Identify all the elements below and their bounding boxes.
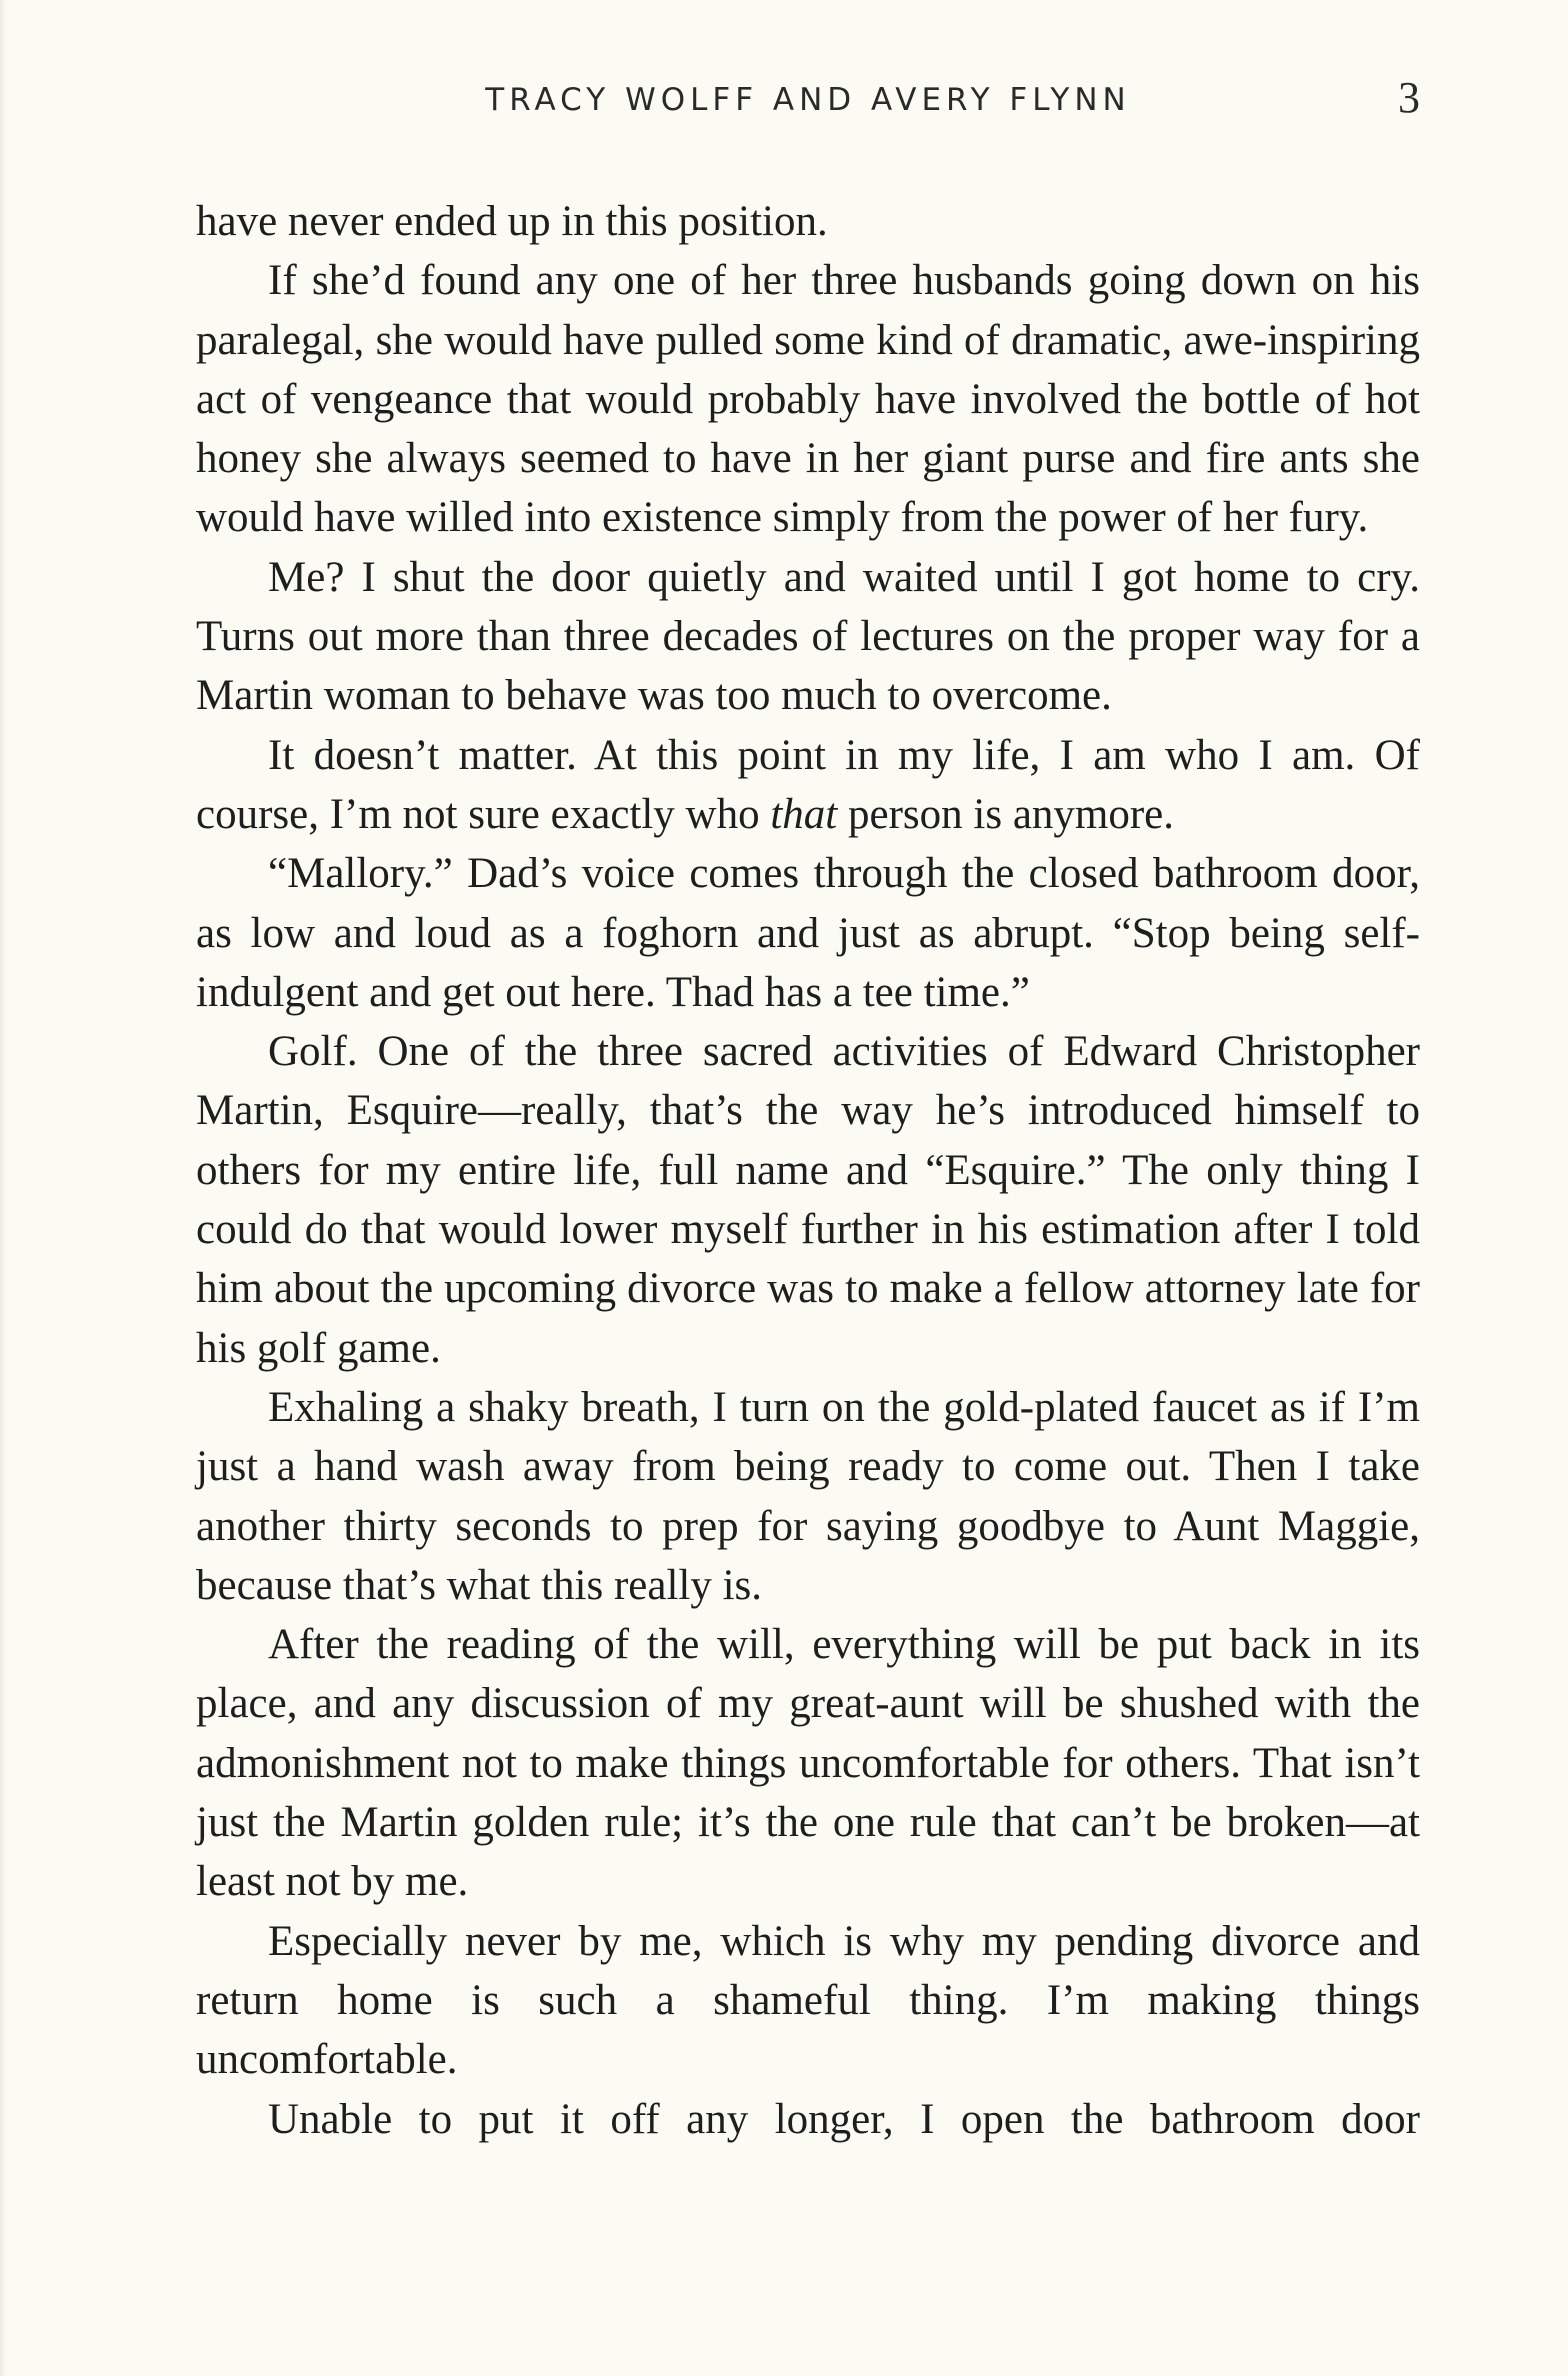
paragraph-7: Exhaling a shaky breath, I turn on the gold-plated faucet as if I’m just a hand wash away from being ready to come out. Then I take another thirty seconds to prep for saying goodbye to Aunt Maggie, because that’s what this really is. — [196, 1383, 1420, 1609]
paragraph-4-before: It doesn’t matter. At this point in my life, I am who I am. Of course, I’m not sure exactly who — [196, 731, 1420, 838]
paragraph-4-emphasis: that — [770, 790, 838, 838]
paragraph-4-after: person is anymore. — [837, 790, 1175, 838]
page-number: 3 — [1398, 73, 1420, 122]
paragraph-9: Especially never by me, which is why my pending divorce and return home is such a shameful thing. I’m making things uncomfortable. — [196, 1917, 1420, 2084]
paragraph-5: “Mallory.” Dad’s voice comes through the closed bathroom door, as low and loud as a foghorn and just as abrupt. “Stop being self-indulgent and get out here. Thad has a tee time.” — [196, 850, 1420, 1016]
paragraph-2: If she’d found any one of her three husbands going down on his paralegal, she would have pulled some kind of dramatic, awe-inspiring act of vengeance that would probably have involved the bottle of hot honey she always seemed to have in her giant purse and fire ants she would have willed into existence simply from the power of her fury. — [196, 257, 1420, 542]
header-authors: TRACY WOLFF AND AVERY FLYNN — [485, 82, 1131, 118]
paragraph-3: Me? I shut the door quietly and waited until I got home to cry. Turns out more than three decades of lectures on the proper way for a Martin woman to behave was too much to overcome. — [196, 553, 1420, 720]
paragraph-4 — [196, 726, 1420, 845]
running-header — [196, 72, 1420, 132]
page-edge — [0, 0, 6, 2376]
paragraph-1: have never ended up in this position. — [196, 198, 828, 245]
paragraph-6: Golf. One of the three sacred activities of Edward Christopher Martin, Esquire—really, that’s the way he’s introduced himself to others for my entire life, full name and “Esquire.” The only thing I could do that would lower myself further in his estimation after I told him about the upcoming divorce was to make a fellow attorney late for his golf game. — [196, 1028, 1420, 1372]
body-text — [196, 192, 1420, 2149]
paragraph-8: After the reading of the will, everything will be put back in its place, and any discussion of my great-aunt will be shushed with the admonishment not to make things uncomfortable for others. That isn’t just the Martin golden rule; it’s the one rule that can’t be broken—at least not by me. — [196, 1621, 1420, 1906]
paragraph-10: Unable to put it off any longer, I open the bathroom door — [268, 2095, 1420, 2143]
